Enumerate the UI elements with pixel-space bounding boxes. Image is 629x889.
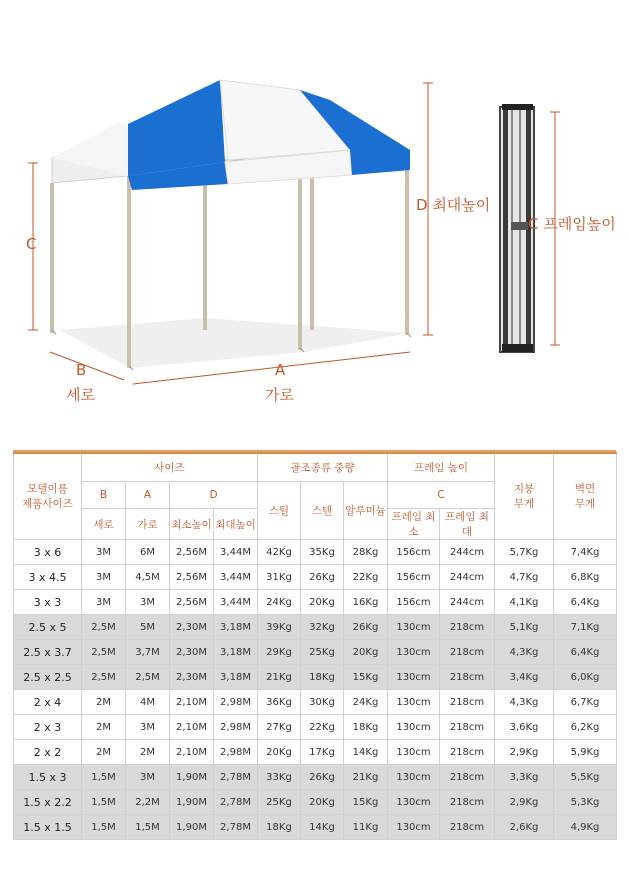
dimension-a-sub: 가로 xyxy=(265,386,294,404)
table-row xyxy=(14,540,617,565)
col-b-header: B xyxy=(82,482,126,509)
d-max-cell: 2,78M xyxy=(214,790,258,815)
c-max-cell: 218cm xyxy=(440,665,495,690)
aluminum-cell: 11Kg xyxy=(344,815,388,840)
model-cell: 2.5 x 3.7 xyxy=(14,640,82,665)
model-cell: 3 x 6 xyxy=(14,540,82,565)
size-group-header: 사이즈 xyxy=(82,453,258,482)
a-cell: 3,7M xyxy=(126,640,170,665)
b-cell: 1,5M xyxy=(82,815,126,840)
steel-cell: 20Kg xyxy=(258,740,301,765)
model-cell: 2 x 2 xyxy=(14,740,82,765)
col-d-header: D xyxy=(170,482,258,509)
a-cell: 6M xyxy=(126,540,170,565)
model-cell: 3 x 3 xyxy=(14,590,82,615)
d-min-cell: 2,30M xyxy=(170,640,214,665)
table-row xyxy=(14,690,617,715)
wall-weight-cell: 6,7Kg xyxy=(554,690,617,715)
a-cell: 1,5M xyxy=(126,815,170,840)
dimension-d-label: D 최대높이 xyxy=(416,196,491,214)
c-min-cell: 130cm xyxy=(388,740,440,765)
steel-cell: 42Kg xyxy=(258,540,301,565)
c-max-cell: 218cm xyxy=(440,715,495,740)
frame-height-group-header: 프레임 높이 xyxy=(388,453,495,482)
model-cell: 2.5 x 5 xyxy=(14,615,82,640)
b-cell: 2M xyxy=(82,715,126,740)
wall-weight-cell: 5,9Kg xyxy=(554,740,617,765)
d-max-cell: 3,18M xyxy=(214,640,258,665)
wall-weight-cell: 6,8Kg xyxy=(554,565,617,590)
stainless-cell: 20Kg xyxy=(301,590,344,615)
aluminum-cell: 15Kg xyxy=(344,790,388,815)
dimension-b-sub: 세로 xyxy=(66,386,95,404)
b-cell: 1,5M xyxy=(82,765,126,790)
table-row xyxy=(14,790,617,815)
d-min-header: 최소높이 xyxy=(170,509,214,540)
tent-canopy xyxy=(52,80,410,190)
c-min-header: 프레임 최소 xyxy=(388,509,440,540)
c-max-cell: 218cm xyxy=(440,790,495,815)
roof-weight-cell: 5,7Kg xyxy=(495,540,554,565)
a-cell: 2,2M xyxy=(126,790,170,815)
roof-weight-cell: 5,1Kg xyxy=(495,615,554,640)
steel-cell: 25Kg xyxy=(258,790,301,815)
model-cell: 2 x 3 xyxy=(14,715,82,740)
steel-cell: 29Kg xyxy=(258,640,301,665)
col-c-header: C xyxy=(388,482,495,509)
aluminum-cell: 18Kg xyxy=(344,715,388,740)
dimension-b-label: B xyxy=(76,361,87,379)
c-max-cell: 244cm xyxy=(440,540,495,565)
c-min-cell: 130cm xyxy=(388,715,440,740)
d-min-cell: 1,90M xyxy=(170,765,214,790)
stainless-cell: 32Kg xyxy=(301,615,344,640)
aluminum-header: 알루미늄 xyxy=(344,482,388,540)
wall-weight-cell: 6,4Kg xyxy=(554,590,617,615)
model-header: 모델이름 제품사이즈 xyxy=(14,453,82,540)
d-max-cell: 3,18M xyxy=(214,665,258,690)
steel-cell: 36Kg xyxy=(258,690,301,715)
steel-cell: 24Kg xyxy=(258,590,301,615)
steel-cell: 31Kg xyxy=(258,565,301,590)
ground-shadow xyxy=(60,318,410,368)
roof-weight-cell: 2,6Kg xyxy=(495,815,554,840)
dimension-c-frame-label: C 프레임높이 xyxy=(528,215,616,233)
aluminum-cell: 20Kg xyxy=(344,640,388,665)
d-min-cell: 2,56M xyxy=(170,540,214,565)
c-min-cell: 130cm xyxy=(388,640,440,665)
d-max-cell: 3,44M xyxy=(214,565,258,590)
roof-weight-header: 지붕 무게 xyxy=(495,453,554,540)
c-max-cell: 218cm xyxy=(440,615,495,640)
d-max-cell: 2,98M xyxy=(214,740,258,765)
c-min-cell: 130cm xyxy=(388,790,440,815)
model-cell: 1.5 x 3 xyxy=(14,765,82,790)
d-max-cell: 2,98M xyxy=(214,690,258,715)
spec-table-body xyxy=(14,540,617,840)
wall-weight-cell: 6,4Kg xyxy=(554,640,617,665)
stainless-header: 스텐 xyxy=(301,482,344,540)
c-max-header: 프레임 최대 xyxy=(440,509,495,540)
d-max-header: 최대높이 xyxy=(214,509,258,540)
roof-weight-cell: 3,4Kg xyxy=(495,665,554,690)
a-cell: 3M xyxy=(126,590,170,615)
b-cell: 2M xyxy=(82,690,126,715)
tent-illustration xyxy=(0,0,629,420)
table-row xyxy=(14,590,617,615)
d-min-cell: 1,90M xyxy=(170,815,214,840)
c-min-cell: 156cm xyxy=(388,565,440,590)
roof-weight-cell: 4,1Kg xyxy=(495,590,554,615)
steel-cell: 33Kg xyxy=(258,765,301,790)
wall-weight-cell: 4,9Kg xyxy=(554,815,617,840)
d-min-cell: 2,30M xyxy=(170,665,214,690)
d-min-cell: 2,10M xyxy=(170,690,214,715)
frame-weight-group-header: 골조종류 중량 xyxy=(258,453,388,482)
c-min-cell: 130cm xyxy=(388,690,440,715)
roof-weight-cell: 2,9Kg xyxy=(495,790,554,815)
steel-cell: 18Kg xyxy=(258,815,301,840)
stainless-cell: 14Kg xyxy=(301,815,344,840)
roof-weight-cell: 4,3Kg xyxy=(495,690,554,715)
c-max-cell: 218cm xyxy=(440,765,495,790)
model-cell: 1.5 x 1.5 xyxy=(14,815,82,840)
col-a-header: A xyxy=(126,482,170,509)
b-cell: 2,5M xyxy=(82,665,126,690)
roof-weight-cell: 4,3Kg xyxy=(495,640,554,665)
stainless-cell: 17Kg xyxy=(301,740,344,765)
wall-weight-cell: 5,3Kg xyxy=(554,790,617,815)
table-row xyxy=(14,640,617,665)
c-max-cell: 218cm xyxy=(440,740,495,765)
b-cell: 3M xyxy=(82,590,126,615)
stainless-cell: 26Kg xyxy=(301,765,344,790)
aluminum-cell: 24Kg xyxy=(344,690,388,715)
stainless-cell: 20Kg xyxy=(301,790,344,815)
steel-header: 스틸 xyxy=(258,482,301,540)
wall-weight-cell: 7,4Kg xyxy=(554,540,617,565)
table-row xyxy=(14,565,617,590)
d-min-cell: 2,30M xyxy=(170,615,214,640)
d-max-cell: 2,78M xyxy=(214,815,258,840)
aluminum-cell: 28Kg xyxy=(344,540,388,565)
steel-cell: 21Kg xyxy=(258,665,301,690)
aluminum-cell: 21Kg xyxy=(344,765,388,790)
a-cell: 3M xyxy=(126,715,170,740)
table-row xyxy=(14,815,617,840)
table-row xyxy=(14,665,617,690)
steel-cell: 39Kg xyxy=(258,615,301,640)
roof-weight-cell: 3,6Kg xyxy=(495,715,554,740)
c-max-cell: 218cm xyxy=(440,690,495,715)
c-min-cell: 130cm xyxy=(388,615,440,640)
b-cell: 2,5M xyxy=(82,640,126,665)
c-min-cell: 130cm xyxy=(388,765,440,790)
aluminum-cell: 16Kg xyxy=(344,590,388,615)
stainless-cell: 30Kg xyxy=(301,690,344,715)
b-cell: 2M xyxy=(82,740,126,765)
stainless-cell: 18Kg xyxy=(301,665,344,690)
steel-cell: 27Kg xyxy=(258,715,301,740)
model-cell: 1.5 x 2.2 xyxy=(14,790,82,815)
c-max-cell: 244cm xyxy=(440,590,495,615)
stainless-cell: 26Kg xyxy=(301,565,344,590)
wall-weight-cell: 6,2Kg xyxy=(554,715,617,740)
d-max-cell: 3,44M xyxy=(214,590,258,615)
spec-table xyxy=(13,452,617,840)
c-min-cell: 156cm xyxy=(388,540,440,565)
model-cell: 3 x 4.5 xyxy=(14,565,82,590)
b-cell: 3M xyxy=(82,565,126,590)
wall-weight-cell: 6,0Kg xyxy=(554,665,617,690)
a-cell: 5M xyxy=(126,615,170,640)
sub-b-header: 세로 xyxy=(82,509,126,540)
wall-weight-header: 벽면 무게 xyxy=(554,453,617,540)
d-min-cell: 2,10M xyxy=(170,715,214,740)
d-min-cell: 1,90M xyxy=(170,790,214,815)
c-min-cell: 130cm xyxy=(388,815,440,840)
c-min-cell: 156cm xyxy=(388,590,440,615)
table-row xyxy=(14,740,617,765)
dimension-c-left: C xyxy=(26,235,37,253)
sub-a-header: 가로 xyxy=(126,509,170,540)
d-min-cell: 2,56M xyxy=(170,565,214,590)
aluminum-cell: 22Kg xyxy=(344,565,388,590)
table-row xyxy=(14,715,617,740)
a-cell: 2M xyxy=(126,740,170,765)
stainless-cell: 22Kg xyxy=(301,715,344,740)
dimension-a-label: A xyxy=(275,361,286,379)
table-row xyxy=(14,765,617,790)
d-max-cell: 2,78M xyxy=(214,765,258,790)
a-cell: 2,5M xyxy=(126,665,170,690)
wall-weight-cell: 7,1Kg xyxy=(554,615,617,640)
c-min-cell: 130cm xyxy=(388,665,440,690)
c-max-cell: 218cm xyxy=(440,815,495,840)
d-max-cell: 2,98M xyxy=(214,715,258,740)
b-cell: 2,5M xyxy=(82,615,126,640)
stainless-cell: 25Kg xyxy=(301,640,344,665)
roof-weight-cell: 4,7Kg xyxy=(495,565,554,590)
d-max-cell: 3,44M xyxy=(214,540,258,565)
model-cell: 2 x 4 xyxy=(14,690,82,715)
c-max-cell: 218cm xyxy=(440,640,495,665)
aluminum-cell: 26Kg xyxy=(344,615,388,640)
c-max-cell: 244cm xyxy=(440,565,495,590)
a-cell: 3M xyxy=(126,765,170,790)
d-max-cell: 3,18M xyxy=(214,615,258,640)
table-row xyxy=(14,615,617,640)
d-min-cell: 2,10M xyxy=(170,740,214,765)
roof-weight-cell: 2,9Kg xyxy=(495,740,554,765)
model-cell: 2.5 x 2.5 xyxy=(14,665,82,690)
b-cell: 1,5M xyxy=(82,790,126,815)
roof-weight-cell: 3,3Kg xyxy=(495,765,554,790)
a-cell: 4M xyxy=(126,690,170,715)
wall-weight-cell: 5,5Kg xyxy=(554,765,617,790)
b-cell: 3M xyxy=(82,540,126,565)
aluminum-cell: 14Kg xyxy=(344,740,388,765)
a-cell: 4,5M xyxy=(126,565,170,590)
stainless-cell: 35Kg xyxy=(301,540,344,565)
d-min-cell: 2,56M xyxy=(170,590,214,615)
aluminum-cell: 15Kg xyxy=(344,665,388,690)
